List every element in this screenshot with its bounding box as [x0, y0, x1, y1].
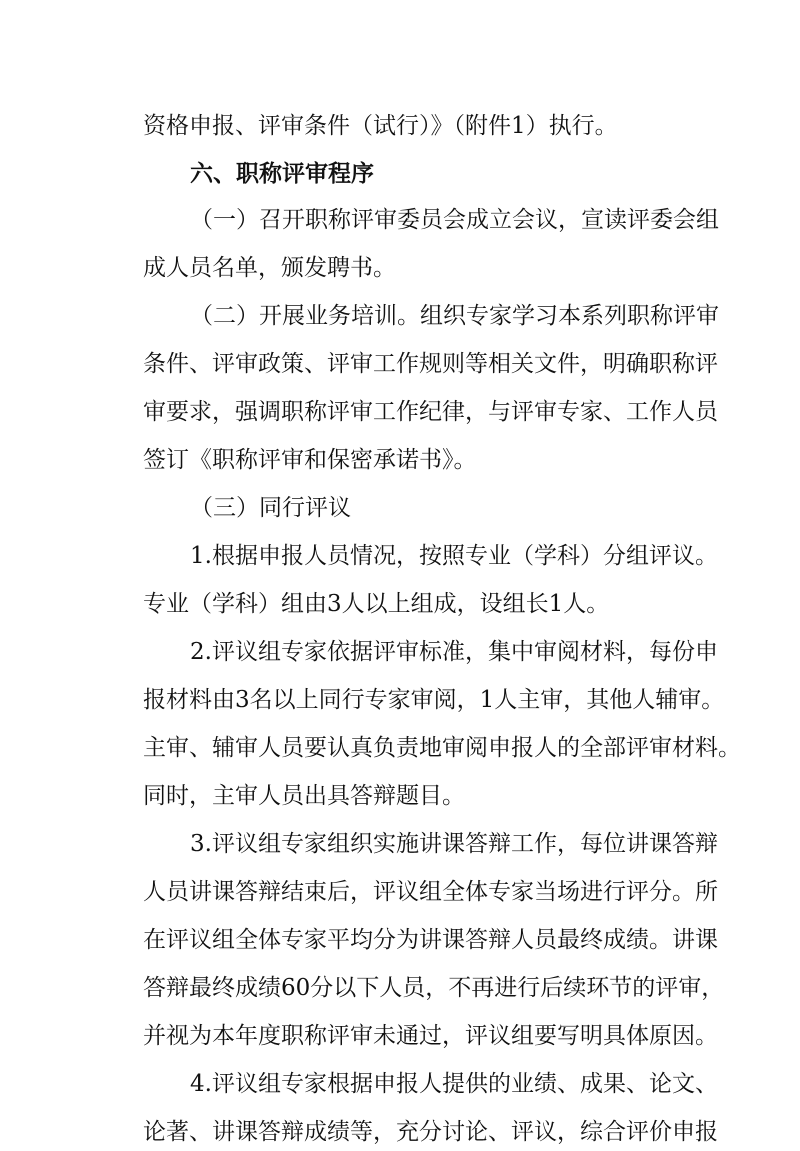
body-line — [0, 633, 800, 671]
body-line — [0, 1017, 800, 1055]
body-line — [0, 825, 800, 863]
body-text: 论著、讲课答辩成绩等，充分讨论、评议，综合评价申报 — [143, 1119, 718, 1145]
body-line — [0, 249, 800, 287]
body-text: 人员讲课答辩结束后，评议组全体专家当场进行评分。所 — [143, 879, 718, 905]
body-line — [0, 537, 800, 575]
body-text: 主审、辅审人员要认真负责地审阅申报人的全部评审材料。 — [143, 735, 741, 761]
body-line — [0, 777, 800, 815]
body-text: 审要求，强调职称评审工作纪律，与评审专家、工作人员 — [143, 399, 718, 425]
body-text: 报材料由3名以上同行专家审阅，1人主审，其他人辅审。 — [143, 687, 725, 713]
body-line — [0, 107, 800, 145]
body-text: 签订《职称评审和保密承诺书》。 — [143, 447, 477, 473]
section-heading — [0, 155, 800, 193]
body-line — [0, 873, 800, 911]
section-heading-text: 六、职称评审程序 — [190, 161, 374, 187]
body-line — [0, 1065, 800, 1103]
body-line — [0, 969, 800, 1007]
body-text: 并视为本年度职称评审未通过，评议组要写明具体原因。 — [143, 1023, 718, 1049]
body-text: 同时，主审人员出具答辩题目。 — [143, 783, 465, 809]
body-text: （二）开展业务培训。组织专家学习本系列职称评审 — [190, 303, 719, 329]
body-line — [0, 585, 800, 623]
body-text: （三）同行评议 — [190, 495, 351, 521]
body-line — [0, 1113, 800, 1151]
body-text: 1.根据申报人员情况，按照专业（学科）分组评议。 — [190, 543, 718, 569]
body-line — [0, 345, 800, 383]
body-text: 条件、评审政策、评审工作规则等相关文件，明确职称评 — [143, 351, 718, 377]
body-text: 4.评议组专家根据申报人提供的业绩、成果、论文、 — [190, 1071, 718, 1097]
body-text: 2.评议组专家依据评审标准，集中审阅材料，每份申 — [190, 639, 718, 665]
body-text: （一）召开职称评审委员会成立会议，宣读评委会组 — [190, 207, 719, 233]
body-text: 3.评议组专家组织实施讲课答辩工作，每位讲课答辩 — [190, 831, 718, 857]
body-text: 专业（学科）组由3人以上组成，设组长1人。 — [143, 591, 610, 617]
body-text: 在评议组全体专家平均分为讲课答辩人员最终成绩。讲课 — [143, 927, 718, 953]
body-text: 成人员名单，颁发聘书。 — [143, 255, 396, 281]
body-line — [0, 921, 800, 959]
body-line — [0, 297, 800, 335]
body-line — [0, 441, 800, 479]
body-line — [0, 393, 800, 431]
body-line — [0, 681, 800, 719]
body-text: 资格申报、评审条件（试行）》（附件1）执行。 — [143, 113, 618, 139]
body-line — [0, 201, 800, 239]
body-line — [0, 489, 800, 527]
body-line — [0, 729, 800, 767]
body-text: 答辩最终成绩60分以下人员，不再进行后续环节的评审， — [143, 975, 725, 1001]
